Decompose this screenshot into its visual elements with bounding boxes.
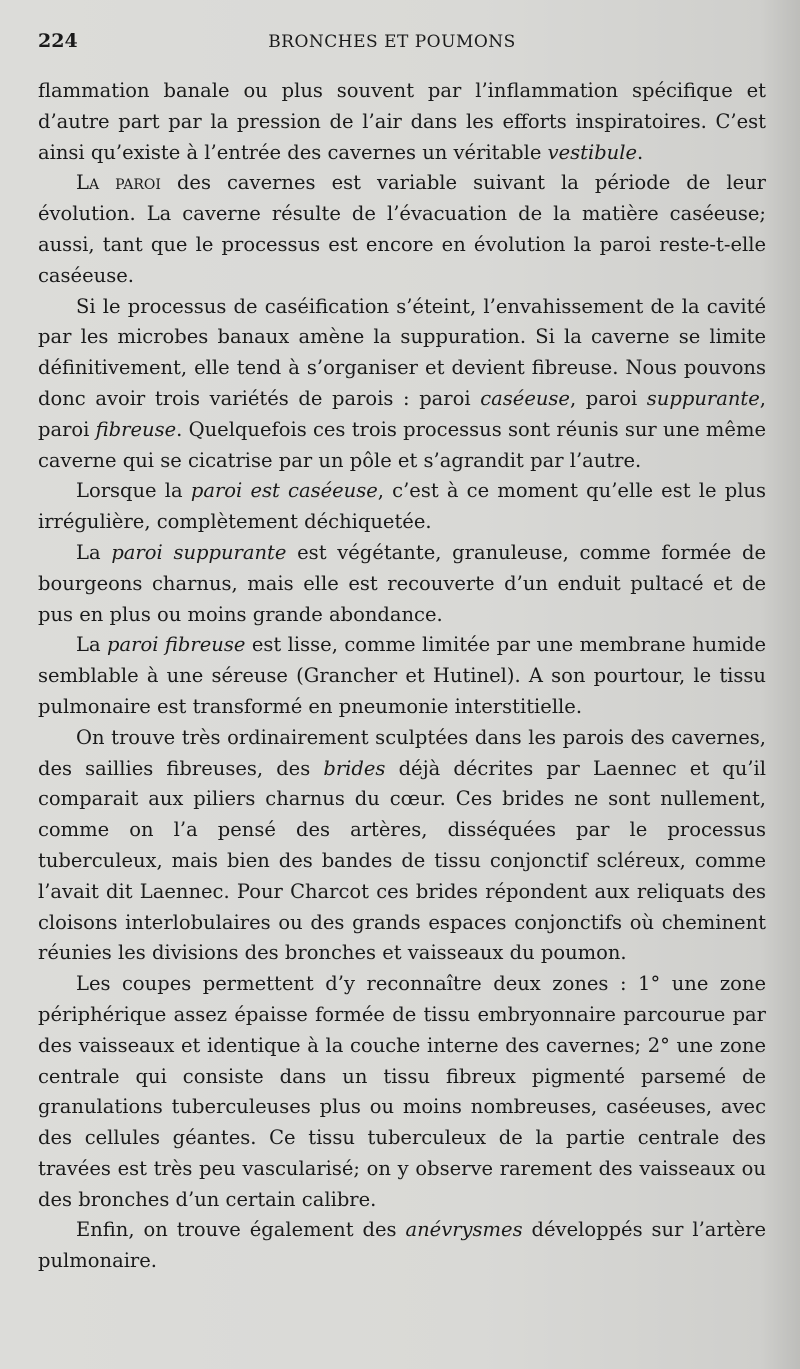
text-run: est lisse, comme limitée par une membrane humide semblable à une séreuse (Grancher et Hutinel). A son pourtour, le tissu pulmonaire est transformé en pneumonie interstitielle. — [38, 633, 766, 718]
paragraph — [38, 969, 766, 1215]
page-number: 224 — [38, 30, 78, 52]
paragraph — [38, 1215, 766, 1277]
running-head: BRONCHES ET POUMONS — [268, 32, 516, 52]
paragraph — [38, 630, 766, 722]
text-run: Enfin, on trouve également des — [76, 1218, 406, 1242]
paragraph — [38, 723, 766, 969]
paragraph — [38, 476, 766, 538]
text-run: La — [76, 633, 108, 657]
italic-term: brides — [323, 756, 386, 780]
text-run: On trouve très ordinairement sculptées dans les parois des cavernes, des saillies fibreuses, des — [38, 725, 766, 780]
italic-term: fibreuse — [95, 417, 177, 441]
italic-term: vestibule — [547, 140, 638, 164]
text-run: Lorsque la — [76, 479, 191, 503]
text-run: Si le processus de caséification s’éteint, l’envahissement de la cavité par les microbes banaux amène la suppuration. Si la caverne se limite définitivement, elle tend à s’organiser et devient fibreuse. Nous pouvons donc avoir trois variétés de parois : paroi — [38, 294, 766, 410]
text-run: est végétante, granuleuse, comme formée de bourgeons charnus, mais elle est recouverte d’un enduit pultacé et de pus en plus ou moins grande abondance. — [38, 540, 767, 626]
text-run: La — [76, 540, 112, 564]
text-run: des cavernes est variable suivant la période de leur évolution. La caverne résulte de l’évacuation de la matière caséeuse; aussi, tant que le processus est encore en évolution la paroi reste-t-elle caséeuse. — [38, 171, 766, 287]
text-run: , paroi — [569, 386, 647, 410]
paragraph — [38, 292, 766, 477]
text-run: Les coupes permettent d’y reconnaître deux zones : 1° une zone périphérique assez épaisse formée de tissu embryonnaire parcourue par des vaisseaux et identique à la couche interne des cavernes; 2° une zone centrale qui consiste dans un tissu fibreux pigmenté parsemé de granulations tuberculeuses plus ou moins nombreuses, caséeuses, avec des cellules géantes. Ce tissu tuberculeux de la partie centrale des travées est très peu vascularisé; on y observe rarement des vaisseaux ou des bronches d’un certain calibre. — [38, 972, 766, 1211]
text-run: développés sur l’artère pulmonaire. — [38, 1218, 766, 1273]
text-run: déjà décrites par Laennec et qu’il comparait aux piliers charnus du cœur. Ces brides ne sont nullement, comme on l’a pensé des artères, disséquées par le processus tuberculeux, mais bien des bandes de tissu conjonctif scléreux, comme l’avait dit Laennec. Pour Charcot ces brides répondent aux reliquats des cloisons interlobulaires ou des grands espaces conjonctifs où cheminent réunies les divisions des bronches et vaisseaux du poumon. — [38, 756, 766, 965]
small-caps-term: La paroi — [76, 171, 161, 195]
paragraph — [38, 538, 766, 630]
paragraph — [38, 168, 766, 291]
text-run: , c’est à ce moment qu’elle est le plus irrégulière, complètement déchiquetée. — [38, 479, 767, 534]
italic-term: caséeuse — [480, 386, 570, 410]
italic-term: paroi est caséeuse — [190, 479, 378, 503]
page-header — [38, 30, 766, 64]
italic-term: anévrysmes — [405, 1218, 523, 1242]
italic-term: suppurante — [646, 386, 760, 410]
text-run: . Quelquefois ces trois processus sont réunis sur une même caverne qui se cicatrise par un pôle et s’agrandit par l’autre. — [38, 417, 766, 472]
text-run: . — [637, 140, 644, 164]
italic-term: paroi suppurante — [111, 540, 287, 564]
text-run: , paroi — [38, 386, 766, 441]
italic-term: paroi fibreuse — [107, 633, 246, 657]
text-run: flammation banale ou plus souvent par l’inflammation spécifique et d’autre part par la pression de l’air dans les efforts inspiratoires. C’est ainsi qu’existe à l’entrée des cavernes un véritable — [38, 79, 766, 164]
paragraph — [38, 76, 766, 168]
body-text — [38, 76, 766, 1277]
